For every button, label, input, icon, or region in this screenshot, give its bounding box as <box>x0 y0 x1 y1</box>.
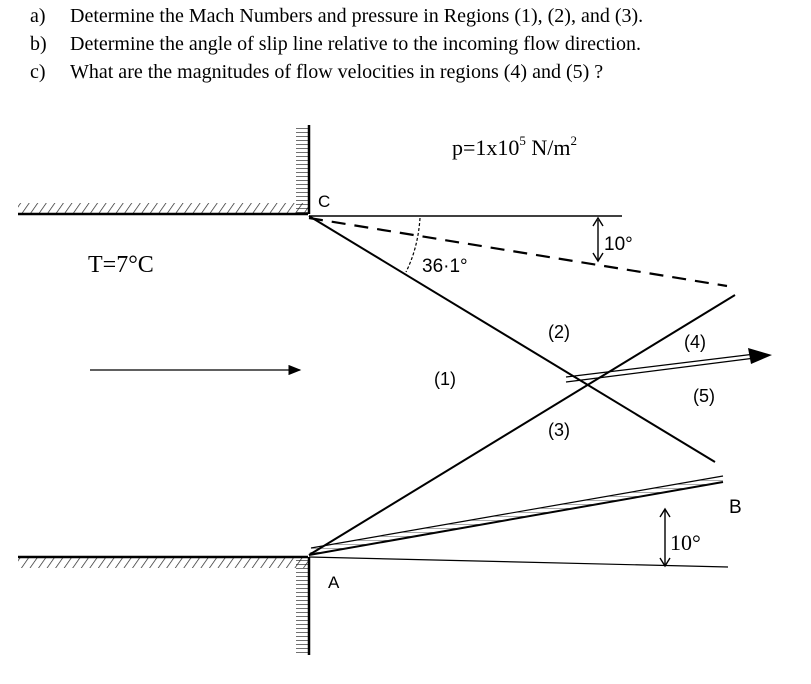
question-text: What are the magnitudes of flow velocities in regions (4) and (5) ? <box>70 61 604 83</box>
question-text: Determine the angle of slip line relative to the incoming flow direction. <box>70 33 641 55</box>
bottom-deflection-label: 10° <box>670 530 701 555</box>
pressure-label: $p=1x10^5$ $N/m^2$ <box>452 133 578 160</box>
bottom-wall <box>18 557 309 655</box>
top-deflection-label: 10° <box>604 234 633 255</box>
shock-angle-arc <box>406 218 420 272</box>
region-label-4: (4) <box>684 332 706 352</box>
corner-label-a: A <box>328 573 340 592</box>
wedge-end-label-b: B <box>729 497 742 518</box>
region-label-2: (2) <box>548 322 570 342</box>
bottom-deflection-indicator <box>660 509 670 566</box>
corner-label-c: C <box>318 192 331 211</box>
question-letter: b) <box>30 33 47 55</box>
deflected-dashed-line <box>309 218 727 286</box>
temperature-label: T=7°C <box>88 252 154 278</box>
region-label-3: (3) <box>548 420 570 440</box>
slip-line <box>566 348 772 382</box>
shock-angle-label: 36·1° <box>422 256 468 277</box>
top-deflection-indicator <box>593 218 603 261</box>
question-letter: c) <box>30 61 46 83</box>
region-label-1: (1) <box>434 369 456 389</box>
question-letter: a) <box>30 5 46 27</box>
region-label-5: (5) <box>693 386 715 406</box>
shock-from-c <box>309 216 715 462</box>
top-wall <box>18 125 309 214</box>
question-text: Determine the Mach Numbers and pressure in Regions (1), (2), and (3). <box>70 5 644 27</box>
